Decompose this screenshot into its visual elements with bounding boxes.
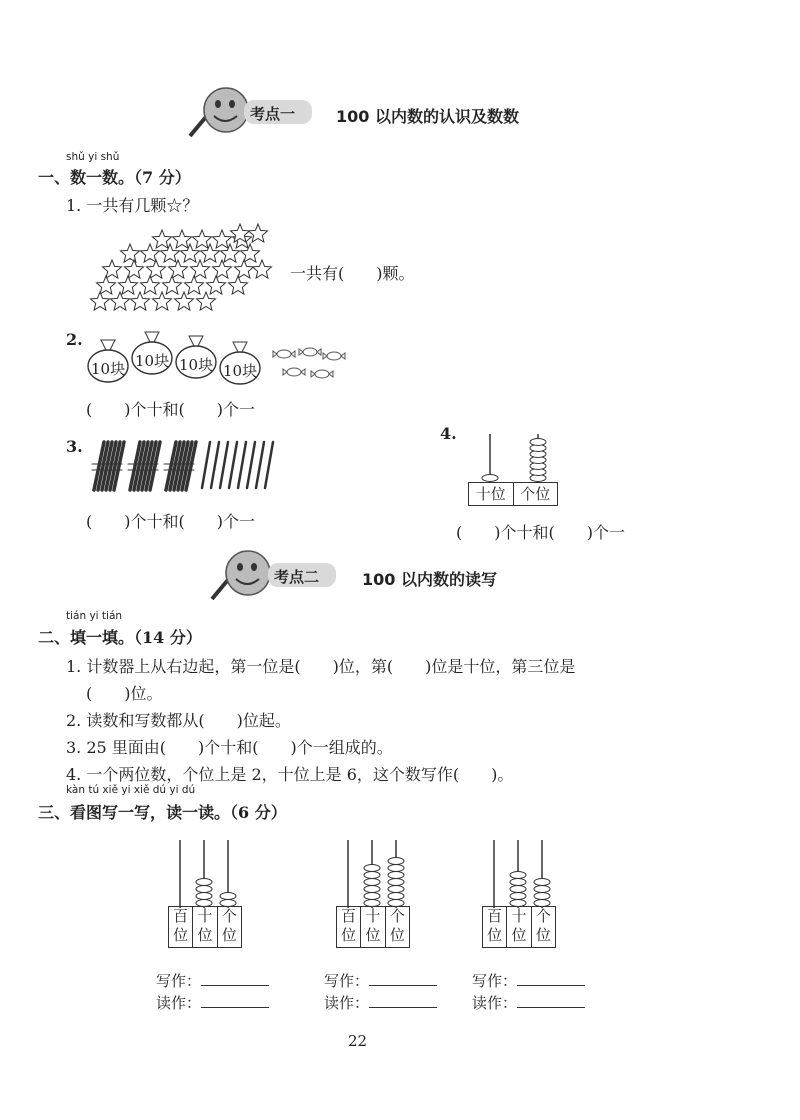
write-read-3 <box>472 970 585 1014</box>
read-answer-line[interactable] <box>369 994 437 1008</box>
stick-icon <box>229 442 237 488</box>
tens-beads <box>196 879 212 907</box>
abacus-3 <box>478 832 568 952</box>
star-icon <box>103 260 122 278</box>
hundreds-column: 百 位 <box>483 907 507 947</box>
candies-icon <box>272 344 352 384</box>
write-answer-line[interactable] <box>517 972 585 986</box>
read-answer-line[interactable] <box>517 994 585 1008</box>
hundreds-column: 百 位 <box>169 907 193 947</box>
read-answer-line[interactable] <box>201 994 269 1008</box>
star-icon <box>163 276 182 294</box>
write-answer-line[interactable] <box>369 972 437 986</box>
star-icon <box>119 276 138 294</box>
section-2-title: 100 以内数的读写 <box>362 570 497 589</box>
section-banner-1 <box>188 84 548 140</box>
ones-column: 个 位 <box>389 907 405 944</box>
part2-q4: 4. 一个两位数，个位上是 2，十位上是 6，这个数写作( )。 <box>66 765 514 784</box>
stick-icon <box>211 442 219 488</box>
tens-column: 十 位 <box>361 907 385 947</box>
abacus-1 <box>164 832 254 952</box>
abacus-rods <box>164 832 254 912</box>
section-2-label: 考点二 <box>274 568 320 586</box>
star-icon <box>197 292 216 310</box>
stick-icon <box>256 442 264 488</box>
star-icon <box>147 260 166 278</box>
star-icon <box>185 276 204 294</box>
read-label: 读作： <box>324 994 370 1012</box>
ones-column: 个 位 <box>221 907 237 944</box>
sticks-bundles <box>90 436 280 496</box>
part1-pinyin: shǔ yi shǔ <box>66 151 120 163</box>
stick-icon <box>265 442 273 488</box>
bag-label: 10块 <box>223 362 258 380</box>
star-icon <box>213 230 232 248</box>
star-icon <box>111 292 130 310</box>
part2-q2: 2. 读数和写数都从( )位起。 <box>66 711 291 730</box>
bag-label: 10块 <box>135 352 170 370</box>
hundreds-column: 百 位 <box>337 907 361 947</box>
part1-q1-answer: 一共有( )颗。 <box>290 264 415 283</box>
tens-place-label: 十位 <box>469 483 514 505</box>
part1-q4-answer: ( )个十和( )个一 <box>456 523 625 542</box>
part2-pinyin: tián yi tián <box>66 610 123 622</box>
bag-label: 10块 <box>179 356 214 374</box>
ones-column: 个 位 <box>535 907 551 944</box>
ones-beads <box>534 879 550 907</box>
write-label: 写作： <box>156 972 202 990</box>
star-icon <box>193 230 212 248</box>
bead-icon <box>530 439 546 446</box>
part1-q1-prompt: 1. 一共有几颗☆？ <box>66 196 199 215</box>
abacus-rods <box>466 432 566 484</box>
star-icon <box>153 292 172 310</box>
star-icon <box>91 292 110 310</box>
abacus-2 <box>332 832 422 952</box>
stick-icon <box>220 442 228 488</box>
star-icon <box>125 260 144 278</box>
star-icon <box>213 260 232 278</box>
tens-beads <box>364 865 380 907</box>
star-icon <box>241 244 260 262</box>
place-labels <box>336 906 410 948</box>
stick-icon <box>247 442 255 488</box>
part2-q1-line1: 1. 计数器上从右边起，第一位是( )位，第( )位是十位，第三位是 <box>66 657 576 676</box>
star-icon <box>173 230 192 248</box>
star-icon <box>229 276 248 294</box>
abacus-two-place <box>466 432 566 508</box>
part1-q3-number: 3. <box>66 437 83 456</box>
part3-pinyin: kàn tú xiě yi xiě dú yi dú <box>66 784 196 796</box>
read-label: 读作： <box>472 994 518 1012</box>
part3-heading: 三、看图写一写，读一读。（6 分） <box>38 803 287 822</box>
place-labels <box>168 906 242 948</box>
section-1-title: 100 以内数的认识及数数 <box>336 107 519 126</box>
ones-place-label: 个位 <box>520 485 551 503</box>
write-read-1 <box>156 970 269 1014</box>
part1-heading: 一、数一数。（7 分） <box>38 168 191 187</box>
tens-column: 十 位 <box>507 907 531 947</box>
bag-label: 10块 <box>91 360 126 378</box>
part2-q1-line2: ( )位。 <box>86 684 163 703</box>
part2-q3: 3. 25 里面由( )个十和( )个一组成的。 <box>66 738 393 757</box>
part2-heading: 二、填一填。（14 分） <box>38 628 202 647</box>
stick-icon <box>202 442 210 488</box>
write-read-2 <box>324 970 437 1014</box>
tens-column: 十 位 <box>193 907 217 947</box>
part1-q2-answer: ( )个十和( )个一 <box>86 400 255 419</box>
read-label: 读作： <box>156 994 202 1012</box>
star-icon <box>153 230 172 248</box>
write-answer-line[interactable] <box>201 972 269 986</box>
abacus-rods <box>332 832 422 912</box>
star-icon <box>169 260 188 278</box>
ones-beads <box>220 893 236 907</box>
part1-q3-answer: ( )个十和( )个一 <box>86 512 255 531</box>
stick-icon <box>238 442 246 488</box>
star-icon <box>97 276 116 294</box>
write-label: 写作： <box>472 972 518 990</box>
money-bags <box>86 330 276 386</box>
star-icon <box>207 276 226 294</box>
abacus-rods <box>478 832 568 912</box>
star-icon <box>175 292 194 310</box>
star-icon <box>191 260 210 278</box>
star-icon <box>131 292 150 310</box>
ones-beads <box>388 858 404 907</box>
star-icon <box>121 244 140 262</box>
star-icon <box>235 260 254 278</box>
stars-cluster <box>90 222 280 322</box>
place-table <box>468 482 558 506</box>
section-banner-2 <box>210 547 540 603</box>
abacus-group <box>152 832 602 1022</box>
part1-q2-number: 2. <box>66 330 83 349</box>
part1-q4-number: 4. <box>440 424 457 443</box>
write-label: 写作： <box>324 972 370 990</box>
page-number: 22 <box>348 1032 368 1050</box>
section-1-label: 考点一 <box>250 105 296 123</box>
tens-beads <box>510 872 526 907</box>
star-icon <box>253 260 272 278</box>
star-icon <box>141 276 160 294</box>
star-icon <box>249 224 268 242</box>
place-labels <box>482 906 556 948</box>
